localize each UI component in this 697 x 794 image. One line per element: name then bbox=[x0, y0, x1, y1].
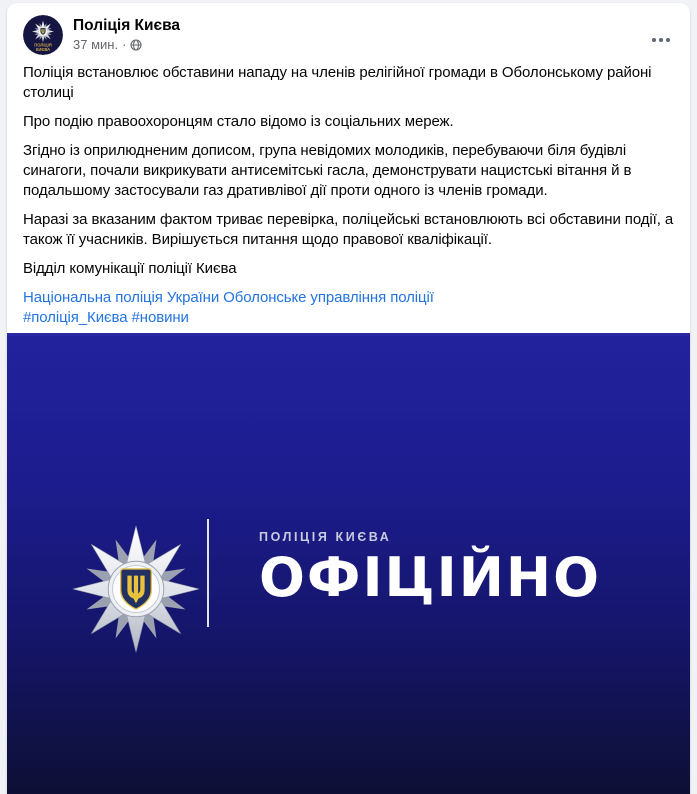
post-image[interactable] bbox=[7, 333, 690, 794]
more-options-button[interactable] bbox=[644, 23, 678, 57]
post-paragraph: Наразі за вказаним фактом триває перевірка, поліцейські встановлюють всі обставини події, а також її учасників. Вирішується питання щодо правової кваліфікації. bbox=[23, 211, 674, 248]
globe-icon bbox=[130, 39, 142, 51]
post-paragraph: Згідно із оприлюдненим дописом, група невідомих молодиків, перебуваючи біля будівлі синагоги, почали викрикувати антисемітські гасла, демонструвати нацистські вітання й в подальшому застосували газ дративлівої дії проти одного із членів громади. bbox=[23, 142, 632, 199]
page-name-link[interactable]: Поліція Києва bbox=[73, 17, 181, 34]
post-header bbox=[7, 3, 690, 55]
avatar-caption-line2: КИЄВА bbox=[35, 47, 51, 53]
banner-text bbox=[259, 530, 602, 609]
post-timestamp[interactable]: 37 мин. bbox=[73, 37, 119, 52]
page-avatar[interactable] bbox=[23, 15, 63, 55]
post-text bbox=[7, 63, 690, 328]
post-paragraph: Про подію правоохоронцям стало відомо із соціальних мереж. bbox=[23, 113, 454, 130]
post-card bbox=[7, 3, 690, 794]
police-star-badge-icon bbox=[69, 522, 203, 656]
timestamp-separator: · bbox=[122, 37, 127, 52]
hashtag-link[interactable]: #поліція_Києва bbox=[23, 309, 128, 326]
police-star-badge-icon bbox=[23, 15, 63, 55]
avatar-caption-line1: ПОЛІЦІЯ bbox=[34, 42, 52, 48]
banner-brand-label: ПОЛІЦІЯ КИЄВА bbox=[259, 530, 392, 544]
timestamp-row bbox=[73, 37, 180, 52]
header-meta bbox=[73, 15, 180, 55]
tagged-page-link[interactable]: Національна поліція України Оболонське управління поліції bbox=[23, 289, 434, 306]
banner-headline: ОФІЦІЙНО bbox=[259, 546, 602, 609]
hashtag-link[interactable]: #новини bbox=[131, 309, 189, 326]
banner-divider bbox=[207, 519, 209, 627]
post-links bbox=[23, 288, 674, 328]
post-paragraph: Відділ комунікації поліції Києва bbox=[23, 260, 237, 277]
ellipsis-icon bbox=[652, 38, 656, 42]
post-paragraph: Поліція встановлює обставини нападу на членів релігійної громади в Оболонському районі столиці bbox=[23, 64, 652, 101]
